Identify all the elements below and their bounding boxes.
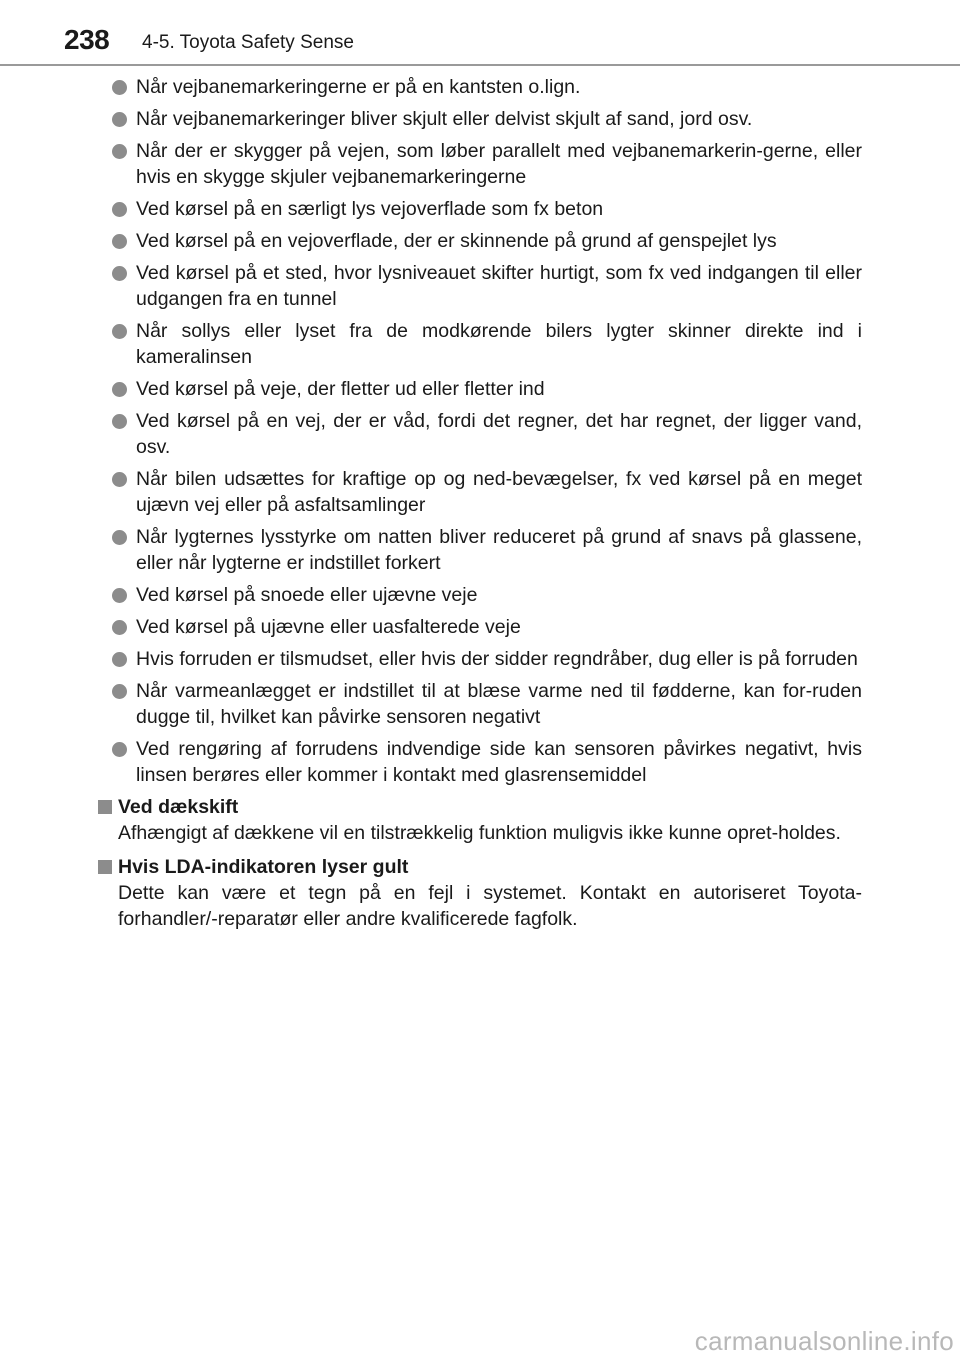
- list-item: [110, 524, 862, 576]
- list-item: [110, 582, 862, 608]
- list-item-text: Ved kørsel på veje, der fletter ud eller fletter ind: [136, 378, 545, 400]
- square-bullet-icon: [98, 800, 112, 814]
- list-item: [110, 138, 862, 190]
- list-item: [110, 466, 862, 518]
- list-item-text: Ved kørsel på snoede eller ujævne veje: [136, 584, 478, 606]
- bullet-circle-icon: [112, 202, 127, 217]
- bullet-circle-icon: [112, 414, 127, 429]
- square-bullet-icon: [98, 860, 112, 874]
- list-item-text: Når bilen udsættes for kraftige op og ned-bevægelser, fx ved kørsel på en meget ujævn vej eller på asfaltsamlinger: [136, 468, 862, 516]
- bullet-circle-icon: [112, 80, 127, 95]
- subsection-heading: [110, 854, 862, 880]
- list-item-text: Ved kørsel på en vejoverflade, der er skinnende på grund af genspejlet lys: [136, 230, 777, 252]
- list-item-text: Ved kørsel på ujævne eller uasfalterede veje: [136, 616, 521, 638]
- bullet-circle-icon: [112, 144, 127, 159]
- subsection-body: Afhængigt af dækkene vil en tilstrækkelig funktion muligvis ikke kunne opret-holdes.: [118, 822, 841, 844]
- list-item-text: Når lygternes lysstyrke om natten bliver reduceret på grund af snavs på glassene, eller når lygterne er indstillet forkert: [136, 526, 862, 574]
- list-item: [110, 614, 862, 640]
- bullet-circle-icon: [112, 112, 127, 127]
- list-item-text: Hvis forruden er tilsmudset, eller hvis der sidder regndråber, dug eller is på forruden: [136, 648, 858, 670]
- list-item-text: Når sollys eller lyset fra de modkørende bilers lygter skinner direkte ind i kameralinsen: [136, 320, 862, 368]
- page-header: [0, 0, 960, 66]
- list-item-text: Når der er skygger på vejen, som løber parallelt med vejbanemarkerin-gerne, eller hvis en skygge skjuler vejbanemarkeringerne: [136, 140, 862, 188]
- list-item-text: Når vejbanemarkeringerne er på en kantsten o.lign.: [136, 76, 581, 98]
- bullet-circle-icon: [112, 382, 127, 397]
- bullet-circle-icon: [112, 472, 127, 487]
- bullet-circle-icon: [112, 266, 127, 281]
- subsection-body: Dette kan være et tegn på en fejl i systemet. Kontakt en autoriseret Toyota-forhandler/-reparatør eller andre kvalificerede fagfolk.: [118, 882, 862, 930]
- subsection-heading-text: Hvis LDA-indikatoren lyser gult: [118, 856, 409, 878]
- header-divider: [0, 64, 960, 66]
- section-title: 4-5. Toyota Safety Sense: [142, 32, 354, 53]
- list-item: [110, 260, 862, 312]
- list-item: [110, 376, 862, 402]
- subsection-lda-indicator: [110, 854, 862, 932]
- list-item: [110, 678, 862, 730]
- list-item: [110, 408, 862, 460]
- bullet-circle-icon: [112, 530, 127, 545]
- list-item-text: Ved kørsel på en særligt lys vejoverflade som fx beton: [136, 198, 604, 220]
- bullet-circle-icon: [112, 324, 127, 339]
- list-item-text: Ved rengøring af forrudens indvendige side kan sensoren påvirkes negativt, hvis linsen berøres eller kommer i kontakt med glasrensemiddel: [136, 738, 862, 786]
- list-item: [110, 646, 862, 672]
- watermark: carmanualsonline.info: [694, 1326, 954, 1356]
- subsection-heading-text: Ved dækskift: [118, 796, 239, 818]
- page-content: [110, 74, 862, 940]
- list-item-text: Når varmeanlægget er indstillet til at blæse varme ned til fødderne, kan for-ruden dugge til, hvilket kan påvirke sensoren negativt: [136, 680, 862, 728]
- list-item: [110, 196, 862, 222]
- list-item-text: Når vejbanemarkeringer bliver skjult eller delvist skjult af sand, jord osv.: [136, 108, 753, 130]
- bullet-circle-icon: [112, 620, 127, 635]
- subsection-heading: [110, 794, 862, 820]
- list-item-text: Ved kørsel på et sted, hvor lysniveauet skifter hurtigt, som fx ved indgangen til eller udgangen fra en tunnel: [136, 262, 862, 310]
- list-item: [110, 74, 862, 100]
- list-item: [110, 318, 862, 370]
- bullet-list: [110, 74, 862, 788]
- subsection-tire-change: [110, 794, 862, 846]
- bullet-circle-icon: [112, 588, 127, 603]
- bullet-circle-icon: [112, 742, 127, 757]
- bullet-circle-icon: [112, 234, 127, 249]
- page-number: 238: [64, 24, 110, 55]
- list-item: [110, 228, 862, 254]
- bullet-circle-icon: [112, 652, 127, 667]
- list-item-text: Ved kørsel på en vej, der er våd, fordi det regner, det har regnet, der ligger vand, osv.: [136, 410, 862, 458]
- list-item: [110, 736, 862, 788]
- list-item: [110, 106, 862, 132]
- bullet-circle-icon: [112, 684, 127, 699]
